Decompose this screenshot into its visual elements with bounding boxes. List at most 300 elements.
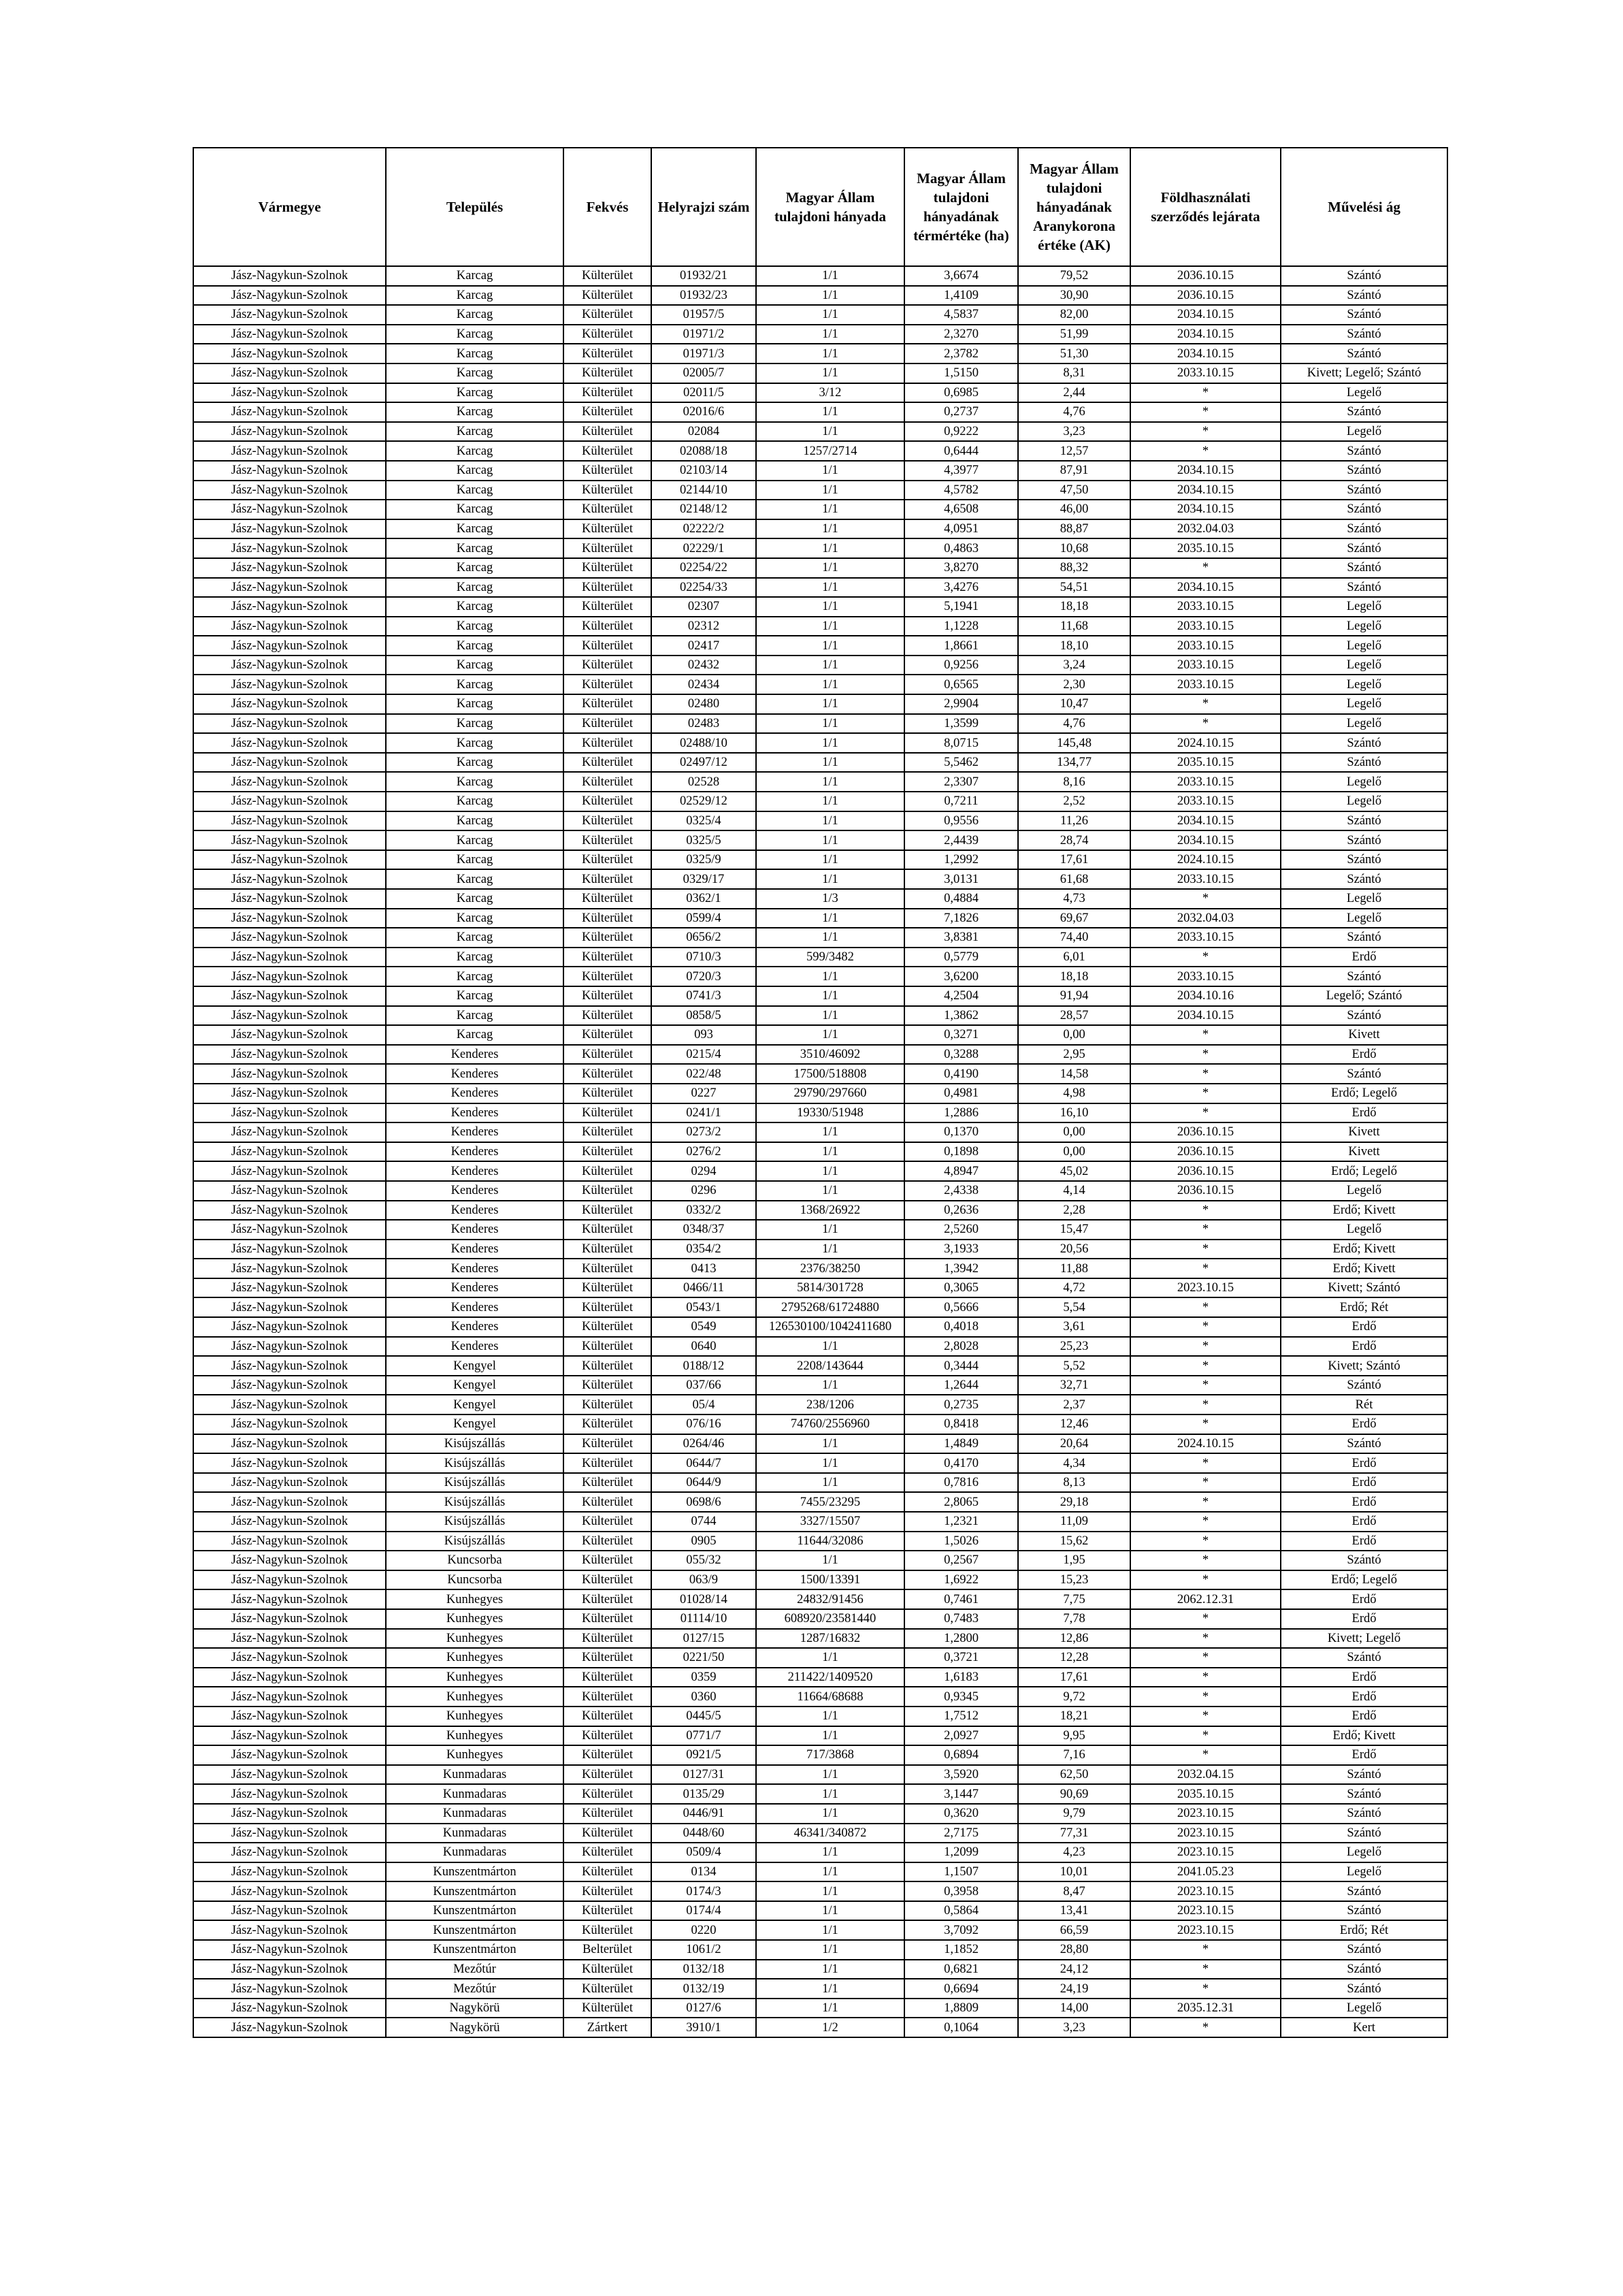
cultivation-cell: Kivett; Legelő; Szántó xyxy=(1281,363,1447,383)
cultivation-cell: Erdő xyxy=(1281,1337,1447,1357)
state-share-cell: 608920/23581440 xyxy=(756,1609,904,1629)
state-share-cell: 211422/1409520 xyxy=(756,1668,904,1687)
gold-crown-cell: 4,72 xyxy=(1018,1278,1130,1298)
lease-expiry-cell: * xyxy=(1130,1395,1281,1414)
cultivation-cell: Erdő xyxy=(1281,1707,1447,1726)
table-row xyxy=(193,286,1447,306)
cultivation-cell: Erdő xyxy=(1281,1687,1447,1707)
cultivation-cell: Szántó xyxy=(1281,733,1447,753)
parcel-number-cell: 02417 xyxy=(651,636,756,656)
gold-crown-cell: 90,69 xyxy=(1018,1784,1130,1804)
lease-expiry-cell: 2034.10.15 xyxy=(1130,305,1281,325)
county-cell: Jász-Nagykun-Szolnok xyxy=(193,1376,386,1395)
county-cell: Jász-Nagykun-Szolnok xyxy=(193,1804,386,1824)
gold-crown-cell: 4,98 xyxy=(1018,1084,1130,1103)
state-share-cell: 126530100/1042411680 xyxy=(756,1317,904,1337)
location-cell: Külterület xyxy=(563,617,651,636)
county-cell: Jász-Nagykun-Szolnok xyxy=(193,1668,386,1687)
state-share-cell: 1287/16832 xyxy=(756,1629,904,1649)
lease-expiry-cell: * xyxy=(1130,441,1281,461)
state-share-cell: 1/1 xyxy=(756,1784,904,1804)
lease-expiry-cell: 2036.10.15 xyxy=(1130,266,1281,286)
settlement-cell: Karcag xyxy=(386,714,563,734)
area-cell: 3,6674 xyxy=(904,266,1018,286)
document-page xyxy=(193,147,1448,2038)
parcel-number-cell: 02254/33 xyxy=(651,578,756,598)
area-cell: 0,2737 xyxy=(904,402,1018,422)
gold-crown-cell: 61,68 xyxy=(1018,869,1130,889)
parcel-number-cell: 0921/5 xyxy=(651,1745,756,1765)
area-cell: 0,4981 xyxy=(904,1084,1018,1103)
settlement-cell: Kenderes xyxy=(386,1240,563,1259)
lease-expiry-cell: 2023.10.15 xyxy=(1130,1278,1281,1298)
settlement-cell: Karcag xyxy=(386,383,563,403)
cultivation-cell: Szántó xyxy=(1281,1376,1447,1395)
table-row xyxy=(193,1201,1447,1220)
county-cell: Jász-Nagykun-Szolnok xyxy=(193,1414,386,1434)
settlement-cell: Karcag xyxy=(386,402,563,422)
table-row xyxy=(193,1765,1447,1785)
state-share-cell: 7455/23295 xyxy=(756,1492,904,1512)
parcel-number-cell: 02488/10 xyxy=(651,733,756,753)
area-cell: 1,2992 xyxy=(904,850,1018,870)
lease-expiry-cell: 2024.10.15 xyxy=(1130,733,1281,753)
area-cell: 1,6922 xyxy=(904,1570,1018,1590)
location-cell: Külterület xyxy=(563,402,651,422)
location-cell: Külterület xyxy=(563,578,651,598)
state-share-cell: 1/1 xyxy=(756,286,904,306)
lease-expiry-cell: 2062.12.31 xyxy=(1130,1589,1281,1609)
cultivation-cell: Legelő xyxy=(1281,617,1447,636)
county-cell: Jász-Nagykun-Szolnok xyxy=(193,597,386,617)
county-cell: Jász-Nagykun-Szolnok xyxy=(193,1940,386,1960)
cultivation-cell: Legelő xyxy=(1281,714,1447,734)
area-cell: 3,8381 xyxy=(904,928,1018,948)
area-cell: 0,3065 xyxy=(904,1278,1018,1298)
parcel-number-cell: 076/16 xyxy=(651,1414,756,1434)
area-cell: 0,3958 xyxy=(904,1881,1018,1901)
cultivation-cell: Legelő xyxy=(1281,1181,1447,1201)
lease-expiry-cell: 2035.10.15 xyxy=(1130,538,1281,558)
state-share-cell: 3/12 xyxy=(756,383,904,403)
cultivation-cell: Szántó xyxy=(1281,850,1447,870)
table-row xyxy=(193,753,1447,773)
location-cell: Külterület xyxy=(563,1434,651,1454)
lease-expiry-cell: * xyxy=(1130,1201,1281,1220)
settlement-cell: Karcag xyxy=(386,422,563,442)
table-row xyxy=(193,1707,1447,1726)
lease-expiry-cell: * xyxy=(1130,948,1281,967)
header-settlement: Település xyxy=(386,148,563,266)
location-cell: Külterület xyxy=(563,558,651,578)
county-cell: Jász-Nagykun-Szolnok xyxy=(193,1999,386,2018)
parcel-number-cell: 0132/19 xyxy=(651,1979,756,1999)
lease-expiry-cell: 2034.10.15 xyxy=(1130,500,1281,519)
cultivation-cell: Szántó xyxy=(1281,1960,1447,1979)
parcel-number-cell: 0221/50 xyxy=(651,1648,756,1668)
gold-crown-cell: 5,52 xyxy=(1018,1356,1130,1376)
location-cell: Külterület xyxy=(563,519,651,539)
lease-expiry-cell: 2033.10.15 xyxy=(1130,675,1281,694)
parcel-number-cell: 0549 xyxy=(651,1317,756,1337)
state-share-cell: 1/1 xyxy=(756,850,904,870)
location-cell: Külterület xyxy=(563,1181,651,1201)
parcel-number-cell: 037/66 xyxy=(651,1376,756,1395)
gold-crown-cell: 45,02 xyxy=(1018,1161,1130,1181)
settlement-cell: Kunmadaras xyxy=(386,1765,563,1785)
settlement-cell: Karcag xyxy=(386,481,563,500)
cultivation-cell: Szántó xyxy=(1281,1648,1447,1668)
state-share-cell: 1/1 xyxy=(756,1376,904,1395)
header-gold-crown-value: Magyar Állam tulajdoni hányadának Aranykorona értéke (AK) xyxy=(1018,148,1130,266)
table-row xyxy=(193,325,1447,344)
state-share-cell: 1/1 xyxy=(756,422,904,442)
location-cell: Külterület xyxy=(563,1356,651,1376)
parcel-number-cell: 3910/1 xyxy=(651,2018,756,2037)
parcel-number-cell: 02312 xyxy=(651,617,756,636)
settlement-cell: Karcag xyxy=(386,597,563,617)
area-cell: 3,1447 xyxy=(904,1784,1018,1804)
area-cell: 1,1852 xyxy=(904,1940,1018,1960)
cultivation-cell: Erdő xyxy=(1281,1103,1447,1123)
area-cell: 2,3270 xyxy=(904,325,1018,344)
settlement-cell: Kunmadaras xyxy=(386,1784,563,1804)
settlement-cell: Karcag xyxy=(386,986,563,1006)
location-cell: Külterület xyxy=(563,538,651,558)
settlement-cell: Mezőtúr xyxy=(386,1960,563,1979)
lease-expiry-cell: * xyxy=(1130,1220,1281,1240)
header-state-share: Magyar Állam tulajdoni hányada xyxy=(756,148,904,266)
gold-crown-cell: 2,28 xyxy=(1018,1201,1130,1220)
county-cell: Jász-Nagykun-Szolnok xyxy=(193,1609,386,1629)
settlement-cell: Karcag xyxy=(386,286,563,306)
county-cell: Jász-Nagykun-Szolnok xyxy=(193,519,386,539)
settlement-cell: Karcag xyxy=(386,558,563,578)
state-share-cell: 2795268/61724880 xyxy=(756,1297,904,1317)
cultivation-cell: Legelő xyxy=(1281,694,1447,714)
county-cell: Jász-Nagykun-Szolnok xyxy=(193,1862,386,1882)
parcel-number-cell: 0135/29 xyxy=(651,1784,756,1804)
lease-expiry-cell: 2024.10.15 xyxy=(1130,1434,1281,1454)
table-row xyxy=(193,694,1447,714)
table-row xyxy=(193,1881,1447,1901)
county-cell: Jász-Nagykun-Szolnok xyxy=(193,792,386,811)
parcel-number-cell: 02084 xyxy=(651,422,756,442)
cultivation-cell: Szántó xyxy=(1281,461,1447,481)
cultivation-cell: Szántó xyxy=(1281,1979,1447,1999)
area-cell: 1,3599 xyxy=(904,714,1018,734)
area-cell: 4,3977 xyxy=(904,461,1018,481)
state-share-cell: 1/1 xyxy=(756,1220,904,1240)
table-row xyxy=(193,1824,1447,1843)
county-cell: Jász-Nagykun-Szolnok xyxy=(193,1240,386,1259)
gold-crown-cell: 12,46 xyxy=(1018,1414,1130,1434)
state-share-cell: 1500/13391 xyxy=(756,1570,904,1590)
location-cell: Külterület xyxy=(563,1745,651,1765)
gold-crown-cell: 14,58 xyxy=(1018,1064,1130,1084)
lease-expiry-cell: 2034.10.15 xyxy=(1130,811,1281,831)
table-row xyxy=(193,733,1447,753)
area-cell: 0,3271 xyxy=(904,1025,1018,1045)
cultivation-cell: Szántó xyxy=(1281,519,1447,539)
settlement-cell: Kengyel xyxy=(386,1414,563,1434)
area-cell: 3,0131 xyxy=(904,869,1018,889)
state-share-cell: 1/1 xyxy=(756,1940,904,1960)
county-cell: Jász-Nagykun-Szolnok xyxy=(193,1687,386,1707)
county-cell: Jász-Nagykun-Szolnok xyxy=(193,1979,386,1999)
area-cell: 0,6894 xyxy=(904,1745,1018,1765)
area-cell: 1,1228 xyxy=(904,617,1018,636)
cultivation-cell: Erdő xyxy=(1281,1473,1447,1493)
location-cell: Külterület xyxy=(563,694,651,714)
parcel-number-cell: 0325/5 xyxy=(651,830,756,850)
county-cell: Jász-Nagykun-Szolnok xyxy=(193,1064,386,1084)
location-cell: Külterület xyxy=(563,714,651,734)
cultivation-cell: Legelő; Szántó xyxy=(1281,986,1447,1006)
table-row xyxy=(193,1979,1447,1999)
county-cell: Jász-Nagykun-Szolnok xyxy=(193,753,386,773)
county-cell: Jász-Nagykun-Szolnok xyxy=(193,1142,386,1162)
table-row xyxy=(193,1161,1447,1181)
lease-expiry-cell: * xyxy=(1130,889,1281,909)
county-cell: Jász-Nagykun-Szolnok xyxy=(193,1337,386,1357)
county-cell: Jász-Nagykun-Szolnok xyxy=(193,325,386,344)
gold-crown-cell: 2,95 xyxy=(1018,1045,1130,1065)
location-cell: Külterület xyxy=(563,461,651,481)
state-share-cell: 1/1 xyxy=(756,869,904,889)
county-cell: Jász-Nagykun-Szolnok xyxy=(193,772,386,792)
settlement-cell: Kenderes xyxy=(386,1278,563,1298)
parcel-number-cell: 0445/5 xyxy=(651,1707,756,1726)
settlement-cell: Kunhegyes xyxy=(386,1726,563,1746)
state-share-cell: 1/1 xyxy=(756,597,904,617)
area-cell: 0,1898 xyxy=(904,1142,1018,1162)
table-row xyxy=(193,792,1447,811)
area-cell: 1,5026 xyxy=(904,1532,1018,1551)
table-row xyxy=(193,1006,1447,1026)
table-row xyxy=(193,422,1447,442)
area-cell: 4,0951 xyxy=(904,519,1018,539)
location-cell: Külterület xyxy=(563,792,651,811)
table-row xyxy=(193,1025,1447,1045)
lease-expiry-cell: * xyxy=(1130,1668,1281,1687)
area-cell: 0,9256 xyxy=(904,656,1018,675)
gold-crown-cell: 145,48 xyxy=(1018,733,1130,753)
county-cell: Jász-Nagykun-Szolnok xyxy=(193,656,386,675)
location-cell: Zártkert xyxy=(563,2018,651,2037)
lease-expiry-cell: 2035.10.15 xyxy=(1130,1784,1281,1804)
parcel-number-cell: 0127/15 xyxy=(651,1629,756,1649)
settlement-cell: Karcag xyxy=(386,500,563,519)
area-cell: 0,9345 xyxy=(904,1687,1018,1707)
area-cell: 0,8418 xyxy=(904,1414,1018,1434)
cultivation-cell: Kivett xyxy=(1281,1142,1447,1162)
settlement-cell: Kenderes xyxy=(386,1161,563,1181)
cultivation-cell: Erdő; Kivett xyxy=(1281,1240,1447,1259)
lease-expiry-cell: 2033.10.15 xyxy=(1130,967,1281,986)
lease-expiry-cell: 2034.10.15 xyxy=(1130,325,1281,344)
location-cell: Külterület xyxy=(563,733,651,753)
gold-crown-cell: 15,23 xyxy=(1018,1570,1130,1590)
county-cell: Jász-Nagykun-Szolnok xyxy=(193,1648,386,1668)
table-row xyxy=(193,538,1447,558)
table-row xyxy=(193,811,1447,831)
lease-expiry-cell: 2034.10.15 xyxy=(1130,461,1281,481)
cultivation-cell: Erdő xyxy=(1281,1414,1447,1434)
lease-expiry-cell: * xyxy=(1130,1707,1281,1726)
settlement-cell: Kuncsorba xyxy=(386,1551,563,1570)
area-cell: 1,2644 xyxy=(904,1376,1018,1395)
state-share-cell: 11644/32086 xyxy=(756,1532,904,1551)
state-share-cell: 1/1 xyxy=(756,1960,904,1979)
parcel-number-cell: 0698/6 xyxy=(651,1492,756,1512)
lease-expiry-cell: * xyxy=(1130,383,1281,403)
gold-crown-cell: 3,23 xyxy=(1018,422,1130,442)
gold-crown-cell: 4,76 xyxy=(1018,402,1130,422)
gold-crown-cell: 74,40 xyxy=(1018,928,1130,948)
lease-expiry-cell: 2036.10.15 xyxy=(1130,1142,1281,1162)
settlement-cell: Kisújszállás xyxy=(386,1453,563,1473)
gold-crown-cell: 7,75 xyxy=(1018,1589,1130,1609)
table-row xyxy=(193,597,1447,617)
lease-expiry-cell: * xyxy=(1130,1512,1281,1532)
parcel-number-cell: 0127/31 xyxy=(651,1765,756,1785)
settlement-cell: Karcag xyxy=(386,753,563,773)
parcel-number-cell: 0348/37 xyxy=(651,1220,756,1240)
settlement-cell: Kunmadaras xyxy=(386,1843,563,1862)
parcel-number-cell: 02497/12 xyxy=(651,753,756,773)
area-cell: 0,7461 xyxy=(904,1589,1018,1609)
table-row xyxy=(193,363,1447,383)
location-cell: Külterület xyxy=(563,928,651,948)
county-cell: Jász-Nagykun-Szolnok xyxy=(193,909,386,928)
parcel-number-cell: 063/9 xyxy=(651,1570,756,1590)
state-share-cell: 2376/38250 xyxy=(756,1259,904,1278)
settlement-cell: Kenderes xyxy=(386,1122,563,1142)
header-lease-expiry: Földhasználati szerződés lejárata xyxy=(1130,148,1281,266)
area-cell: 0,9556 xyxy=(904,811,1018,831)
cultivation-cell: Szántó xyxy=(1281,1765,1447,1785)
county-cell: Jász-Nagykun-Szolnok xyxy=(193,928,386,948)
cultivation-cell: Szántó xyxy=(1281,1064,1447,1084)
land-table xyxy=(193,147,1448,2038)
gold-crown-cell: 2,52 xyxy=(1018,792,1130,811)
state-share-cell: 5814/301728 xyxy=(756,1278,904,1298)
county-cell: Jász-Nagykun-Szolnok xyxy=(193,558,386,578)
settlement-cell: Karcag xyxy=(386,617,563,636)
location-cell: Külterület xyxy=(563,1376,651,1395)
gold-crown-cell: 20,56 xyxy=(1018,1240,1130,1259)
cultivation-cell: Szántó xyxy=(1281,1551,1447,1570)
parcel-number-cell: 022/48 xyxy=(651,1064,756,1084)
parcel-number-cell: 0174/4 xyxy=(651,1901,756,1921)
cultivation-cell: Erdő; Legelő xyxy=(1281,1161,1447,1181)
area-cell: 1,8809 xyxy=(904,1999,1018,2018)
parcel-number-cell: 0329/17 xyxy=(651,869,756,889)
county-cell: Jász-Nagykun-Szolnok xyxy=(193,1278,386,1298)
state-share-cell: 3510/46092 xyxy=(756,1045,904,1065)
parcel-number-cell: 0466/11 xyxy=(651,1278,756,1298)
state-share-cell: 1/1 xyxy=(756,363,904,383)
location-cell: Külterület xyxy=(563,1006,651,1026)
state-share-cell: 1/1 xyxy=(756,1901,904,1921)
county-cell: Jász-Nagykun-Szolnok xyxy=(193,986,386,1006)
area-cell: 0,7816 xyxy=(904,1473,1018,1493)
lease-expiry-cell: 2036.10.15 xyxy=(1130,286,1281,306)
location-cell: Külterület xyxy=(563,1960,651,1979)
area-cell: 2,8028 xyxy=(904,1337,1018,1357)
settlement-cell: Karcag xyxy=(386,675,563,694)
location-cell: Külterület xyxy=(563,1103,651,1123)
cultivation-cell: Erdő xyxy=(1281,1745,1447,1765)
table-row xyxy=(193,986,1447,1006)
state-share-cell: 1/1 xyxy=(756,402,904,422)
state-share-cell: 1/1 xyxy=(756,772,904,792)
cultivation-cell: Legelő xyxy=(1281,792,1447,811)
settlement-cell: Karcag xyxy=(386,694,563,714)
county-cell: Jász-Nagykun-Szolnok xyxy=(193,1765,386,1785)
county-cell: Jász-Nagykun-Szolnok xyxy=(193,1434,386,1454)
parcel-number-cell: 0644/9 xyxy=(651,1473,756,1493)
state-share-cell: 1/1 xyxy=(756,344,904,363)
location-cell: Külterület xyxy=(563,772,651,792)
gold-crown-cell: 47,50 xyxy=(1018,481,1130,500)
lease-expiry-cell: 2023.10.15 xyxy=(1130,1901,1281,1921)
parcel-number-cell: 0227 xyxy=(651,1084,756,1103)
parcel-number-cell: 02016/6 xyxy=(651,402,756,422)
location-cell: Külterület xyxy=(563,422,651,442)
location-cell: Külterület xyxy=(563,1414,651,1434)
table-row xyxy=(193,1084,1447,1103)
cultivation-cell: Erdő xyxy=(1281,1668,1447,1687)
location-cell: Külterület xyxy=(563,1492,651,1512)
gold-crown-cell: 6,01 xyxy=(1018,948,1130,967)
settlement-cell: Kisújszállás xyxy=(386,1492,563,1512)
settlement-cell: Kunszentmárton xyxy=(386,1881,563,1901)
table-row xyxy=(193,1122,1447,1142)
settlement-cell: Karcag xyxy=(386,811,563,831)
lease-expiry-cell: * xyxy=(1130,1940,1281,1960)
area-cell: 0,1370 xyxy=(904,1122,1018,1142)
table-row xyxy=(193,1629,1447,1649)
gold-crown-cell: 0,00 xyxy=(1018,1122,1130,1142)
county-cell: Jász-Nagykun-Szolnok xyxy=(193,1589,386,1609)
cultivation-cell: Kivett; Legelő xyxy=(1281,1629,1447,1649)
table-row xyxy=(193,636,1447,656)
lease-expiry-cell: * xyxy=(1130,1297,1281,1317)
cultivation-cell: Legelő xyxy=(1281,636,1447,656)
table-row xyxy=(193,1376,1447,1395)
county-cell: Jász-Nagykun-Szolnok xyxy=(193,1784,386,1804)
parcel-number-cell: 02483 xyxy=(651,714,756,734)
lease-expiry-cell: * xyxy=(1130,1453,1281,1473)
state-share-cell: 17500/518808 xyxy=(756,1064,904,1084)
settlement-cell: Kenderes xyxy=(386,1201,563,1220)
parcel-number-cell: 0599/4 xyxy=(651,909,756,928)
county-cell: Jász-Nagykun-Szolnok xyxy=(193,889,386,909)
area-cell: 1,1507 xyxy=(904,1862,1018,1882)
settlement-cell: Karcag xyxy=(386,538,563,558)
gold-crown-cell: 3,23 xyxy=(1018,2018,1130,2037)
county-cell: Jász-Nagykun-Szolnok xyxy=(193,2018,386,2037)
cultivation-cell: Erdő; Kivett xyxy=(1281,1726,1447,1746)
location-cell: Külterület xyxy=(563,636,651,656)
table-row xyxy=(193,1589,1447,1609)
lease-expiry-cell: 2033.10.15 xyxy=(1130,869,1281,889)
location-cell: Külterület xyxy=(563,1512,651,1532)
gold-crown-cell: 87,91 xyxy=(1018,461,1130,481)
settlement-cell: Karcag xyxy=(386,1025,563,1045)
